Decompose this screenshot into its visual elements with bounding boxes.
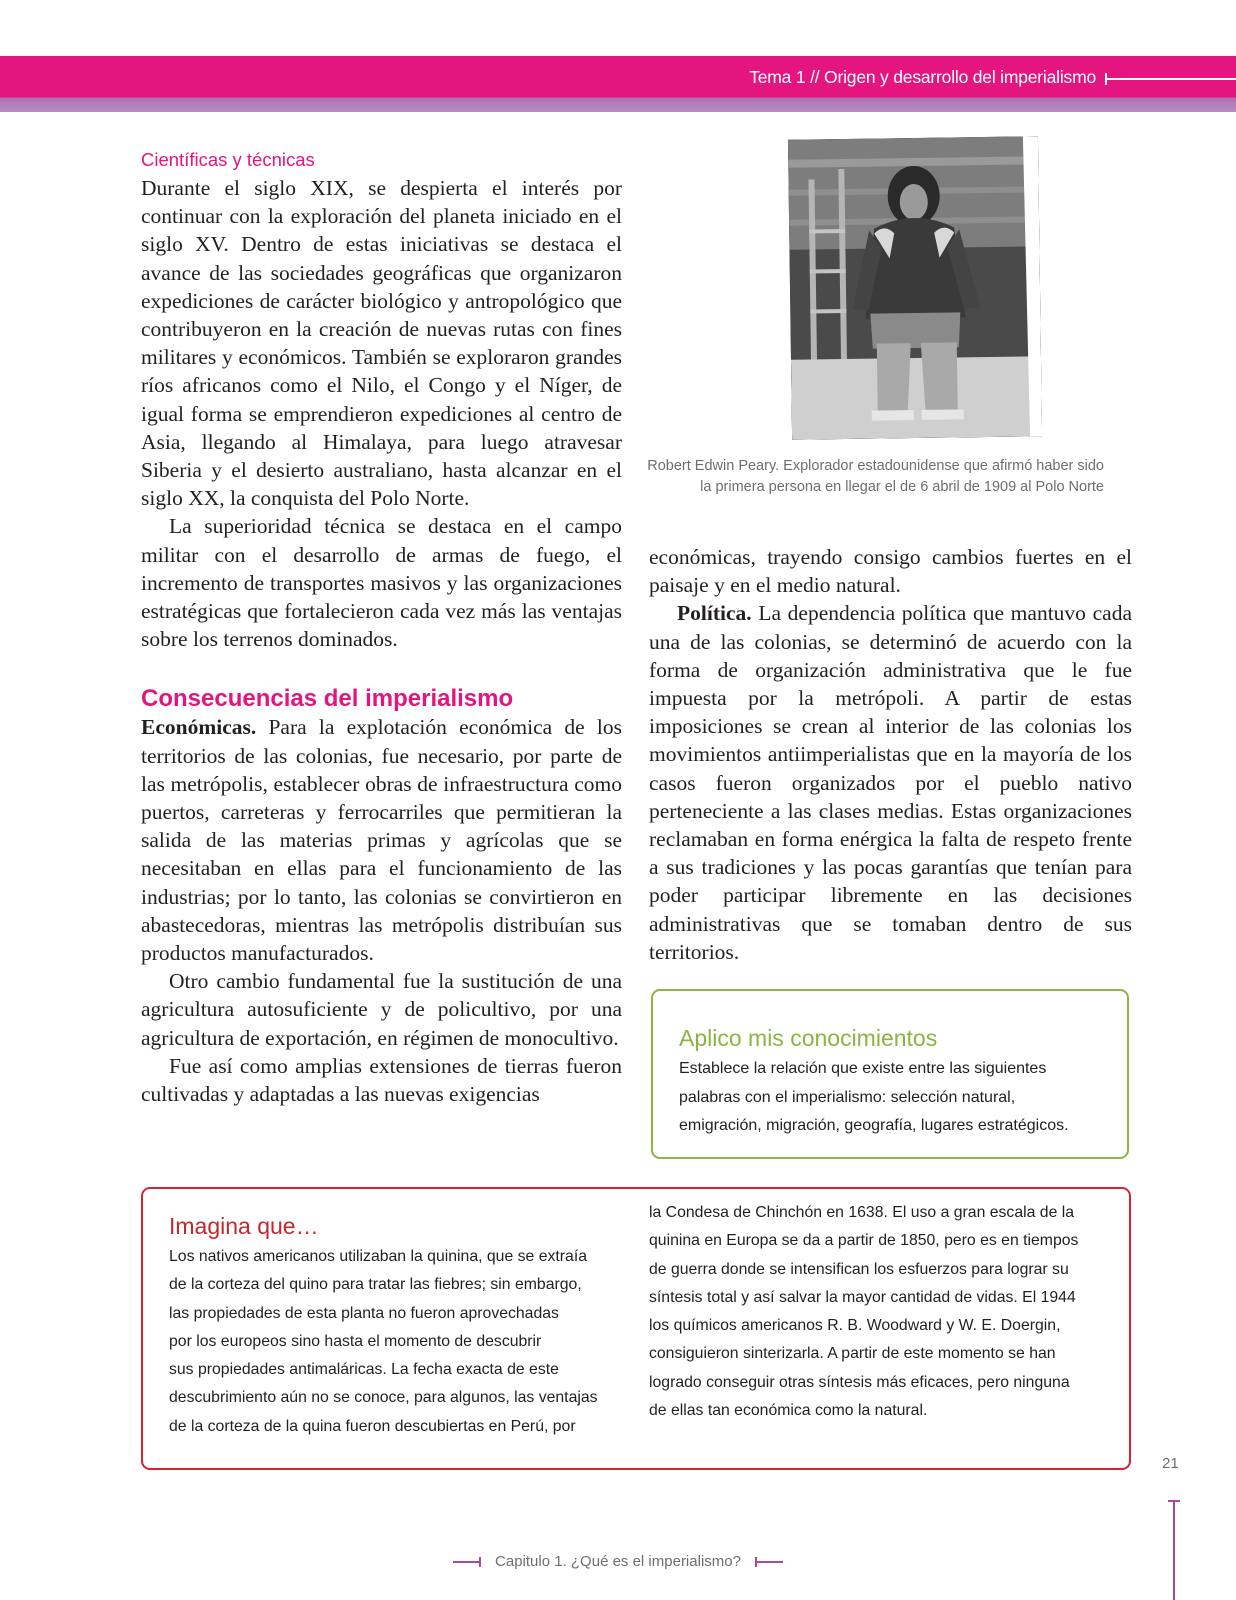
explorer-photo-illustration <box>788 136 1042 439</box>
footer <box>0 1553 1236 1570</box>
imagina-left-column <box>169 1243 598 1441</box>
aplico-title: Aplico mis conocimientos <box>679 1025 938 1051</box>
right-column <box>649 543 1132 966</box>
imagina-line: de ellas tan económica como la natural. <box>649 1402 928 1420</box>
imagina-line: por los europeos sino hasta el momento de descubrir <box>169 1332 542 1350</box>
paragraph: La superioridad técnica se destaca en el campo militar con el desarrollo de armas de fuego, el incremento de transportes masivos y las organizaciones estratégicas que fortalecieron cada vez más las ventajas sobre los terrenos dominados. <box>141 514 622 652</box>
paragraph: económicas, trayendo consigo cambios fuertes en el paisaje y en el medio natural. <box>649 545 1132 598</box>
left-column <box>141 146 622 1108</box>
imagina-line: quinina en Europa se da a partir de 1850, pero es en tiempos <box>649 1232 1079 1250</box>
header-rule <box>1105 78 1236 80</box>
imagina-line: de la corteza del quino para tratar las fiebres; sin embargo, <box>169 1276 582 1294</box>
imagina-line: Los nativos americanos utilizaban la quinina, que se extraía <box>169 1248 587 1265</box>
aplico-text <box>679 1055 1119 1141</box>
imagina-line: las propiedades de esta planta no fueron aprovechadas <box>169 1304 559 1322</box>
section-heading: Consecuencias del imperialismo <box>141 685 514 713</box>
imagina-line: de guerra donde se intensifican los esfuerzos para lograr su <box>649 1260 1069 1278</box>
imagina-line: sus propiedades antimaláricas. La fecha exacta de este <box>169 1361 559 1379</box>
paragraph <box>141 713 622 967</box>
imagina-line: la Condesa de Chinchón en 1638. El uso a gran escala de la <box>649 1204 1075 1221</box>
header-bar <box>0 56 1236 112</box>
explorer-photo <box>788 136 1042 439</box>
run-in-heading: Política. <box>677 601 752 626</box>
imagina-title: Imagina que… <box>169 1213 319 1239</box>
imagina-line: de la corteza de la quina fueron descubiertas en Perú, por <box>169 1417 576 1435</box>
page-number: 21 <box>1162 1455 1179 1472</box>
imagina-right-column <box>649 1199 1078 1425</box>
imagina-line: consiguieron sinterizarla. A partir de este momento se han <box>649 1345 1056 1363</box>
aplico-activity-box <box>651 989 1129 1159</box>
photo-caption: Robert Edwin Peary. Explorador estadounidense que afirmó haber sido la primera persona en llegar el de 6 abril de 1909 al Polo Norte <box>647 458 1104 495</box>
paragraph-text: Para la explotación económica de los territorios de las colonias, fue necesario, por parte de las metrópolis, establecer obras de infraestructura como puertos, carreteras y ferrocarriles que permitieran la salida de las materias primas y agrícolas que se necesitaban en ellas para el funcionamiento de las industrias; por lo tanto, las colonias se convirtieron en abastecedoras, mientras las metrópolis distribuían sus productos manufacturados. <box>141 715 622 966</box>
footer-rule-left <box>453 1561 481 1563</box>
run-in-heading: Económicas. <box>141 715 257 740</box>
paragraph: Otro cambio fundamental fue la sustitución de una agricultura autosuficiente y de policultivo, por una agricultura de exportación, en régimen de monocultivo. <box>141 969 622 1050</box>
aplico-line: Establece la relación que existe entre las siguientes <box>679 1060 1047 1077</box>
imagina-line: síntesis total y así salvar la mayor cantidad de vidas. El 1944 <box>649 1288 1076 1306</box>
subheading-cientificas: Científicas y técnicas <box>141 149 315 170</box>
imagina-line: logrado conseguir otras síntesis más eficaces, pero ninguna <box>649 1373 1070 1391</box>
paragraph <box>649 599 1132 966</box>
aplico-line: palabras con el imperialismo: selección natural, <box>679 1088 1016 1106</box>
chapter-topic-title: Tema 1 // Origen y desarrollo del imperialismo <box>749 67 1096 87</box>
paragraph: Durante el siglo XIX, se despierta el interés por continuar con la exploración del planeta iniciado en el siglo XV. Dentro de estas iniciativas se destaca el avance de las sociedades geográficas que organizaron expediciones de carácter biológico y antropológico que contribuyeron en la creación de nuevas rutas con fines militares y económicos. También se exploraron grandes ríos africanos como el Nilo, el Congo y el Níger, de igual forma se emprendieron expediciones al centro de Asia, llegando al Himalaya, para luego atravesar Siberia y el desierto australiano, hasta alcanzar en el siglo XX, la conquista del Polo Norte. <box>141 176 622 511</box>
footer-chapter-title: Capitulo 1. ¿Qué es el imperialismo? <box>495 1553 741 1570</box>
aplico-line: emigración, migración, geografía, lugares estratégicos. <box>679 1117 1069 1134</box>
side-rule <box>1173 1500 1175 1600</box>
imagina-line: los químicos americanos R. B. Woodward y W. E. Doergin, <box>649 1317 1061 1335</box>
footer-rule-right <box>755 1561 783 1563</box>
imagina-que-box <box>141 1187 1131 1470</box>
paragraph-text: La dependencia política que mantuvo cada una de las colonias, se determinó de acuerdo con la forma de organización administrativa que le fue impuesta por la metrópoli. A partir de estas imposiciones se crean al interior de las colonias los movimientos antiimperialistas que en la mayoría de los casos fueron organizados por el pueblo nativo perteneciente a las clases medias. Estas organizaciones reclamaban en forma enérgica la falta de respeto frente a sus tradiciones y las pocas garantías que tenían para poder participar libremente en las decisiones administrativas que se tomaban dentro de sus territorios. <box>649 601 1132 964</box>
paragraph: Fue así como amplias extensiones de tierras fueron cultivadas y adaptadas a las nuevas exigencias <box>141 1053 622 1107</box>
imagina-line: descubrimiento aún no se conoce, para algunos, las ventajas <box>169 1389 598 1407</box>
